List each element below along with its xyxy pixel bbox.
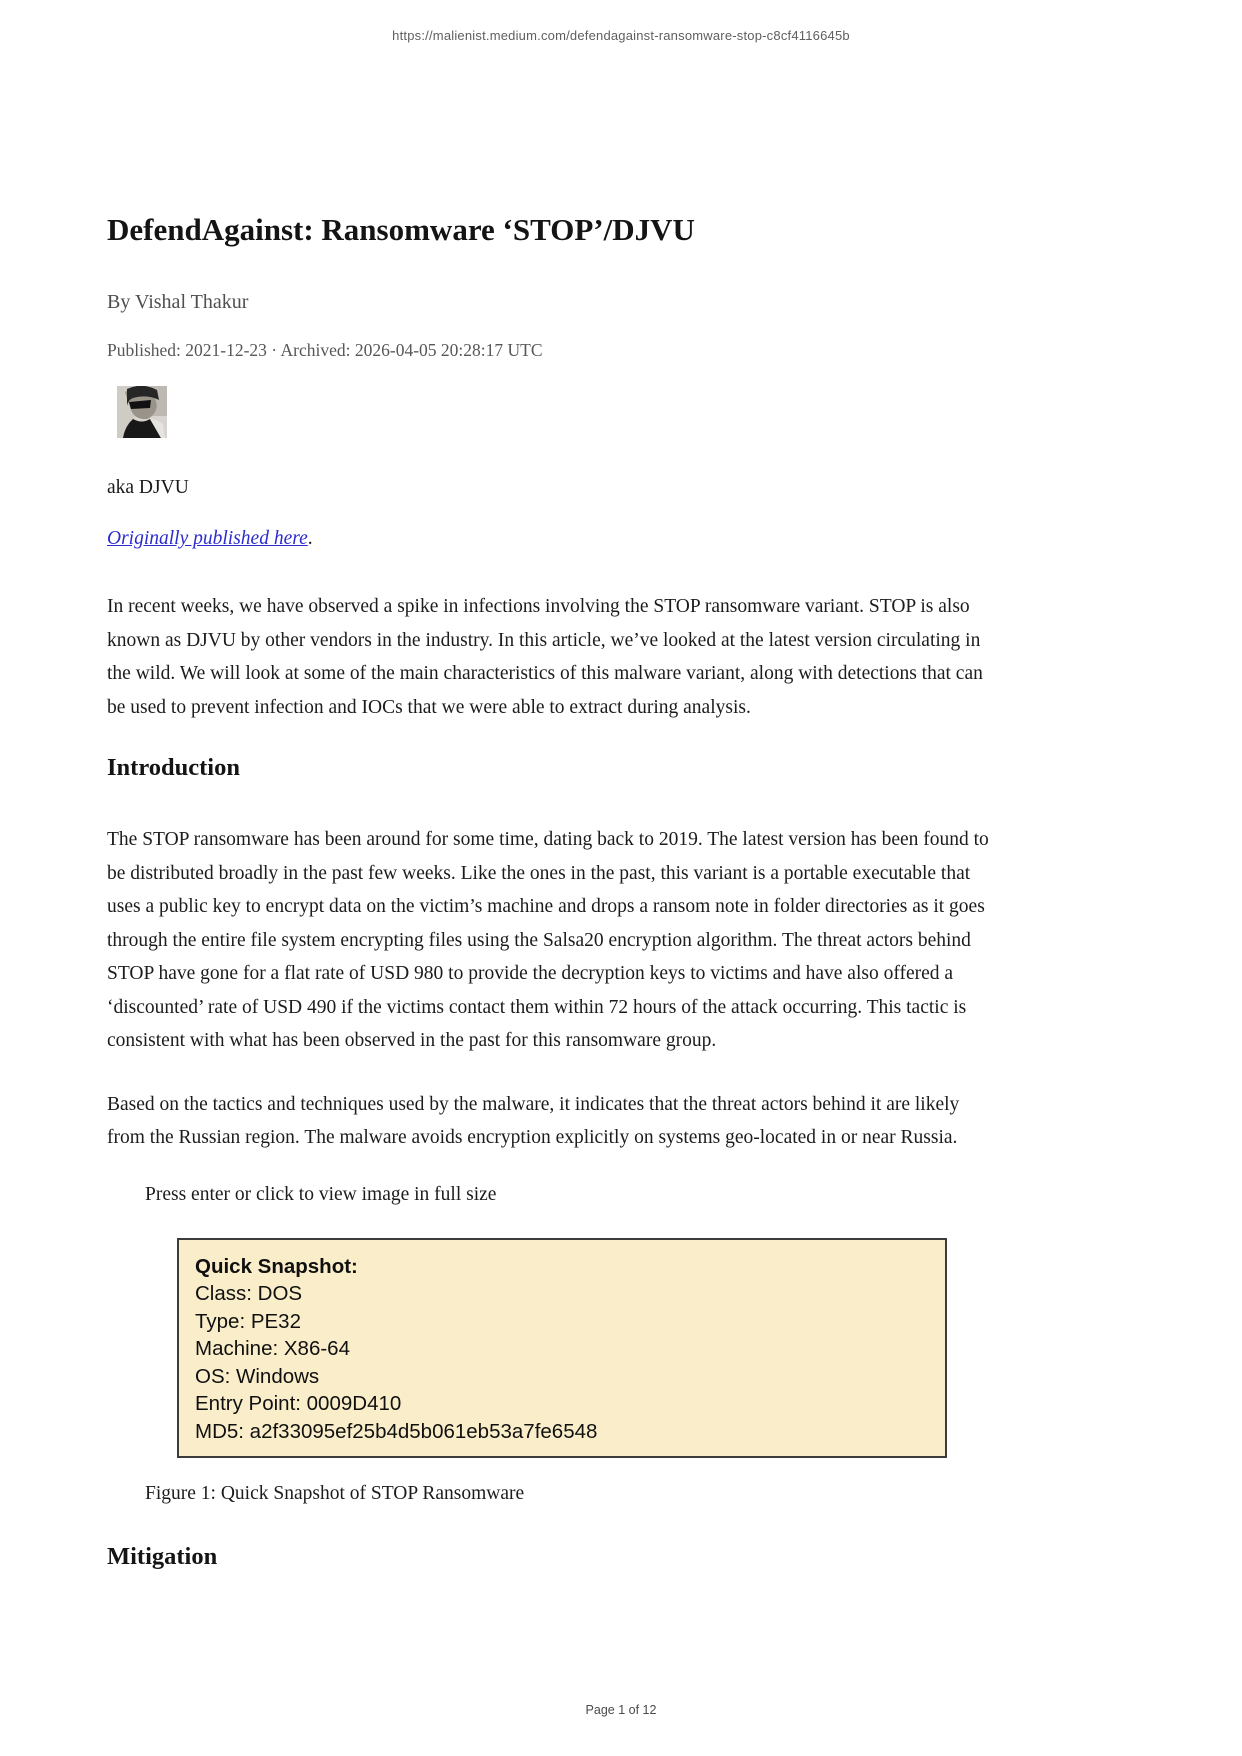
snapshot-box-title: Quick Snapshot:	[195, 1254, 358, 1278]
archived-page-url: https://malienist.medium.com/defendagainst-ransomware-stop-c8cf4116645b	[392, 28, 850, 43]
author-avatar	[117, 386, 167, 438]
introduction-paragraph-1: The STOP ransomware has been around for some time, dating back to 2019. The latest version has been found to be distributed broadly in the past few weeks. Like the ones in the past, this variant is a portable executable that uses a public key to encrypt data on the victim’s machine and drops a ransom note in folder directories as it goes through the entire file system encrypting files using the Salsa20 encryption algorithm. The threat actors behind STOP have gone for a flat rate of USD 980 to provide the decryption keys to victims and have also offered a ‘discounted’ rate of USD 490 if the victims contact them within 72 hours of the attack occurring. This tactic is consistent with what has been observed in the past for this ransomware group.	[107, 829, 989, 1051]
snapshot-line-machine: Machine: X86-64	[195, 1337, 350, 1360]
figure-caption: Figure 1: Quick Snapshot of STOP Ransomware	[145, 1483, 525, 1504]
page-number-footer: Page 1 of 12	[585, 1703, 657, 1717]
published-archived-meta: Published: 2021-12-23 · Archived: 2026-04-05 20:28:17 UTC	[107, 340, 543, 360]
origin-link-suffix: .	[307, 528, 313, 549]
originally-published-link[interactable]: Originally published here	[107, 528, 308, 549]
introduction-paragraph-2: Based on the tactics and techniques used by the malware, it indicates that the threat actors behind it are likely from the Russian region. The malware avoids encryption explicitly on systems geo-located in or near Russia.	[107, 1093, 960, 1148]
origin-line	[107, 526, 989, 551]
lead-paragraph: In recent weeks, we have observed a spike in infections involving the STOP ransomware variant. STOP is also known as DJVU by other vendors in the industry. In this article, we’ve looked at the latest version circulating in the wild. We will look at some of the main characteristics of this malware variant, along with detections that can be used to prevent infection and IOCs that we were able to extract during analysis.	[107, 596, 983, 718]
snapshot-line-type: Type: PE32	[195, 1309, 301, 1333]
snapshot-line-md5: MD5: a2f33095ef25b4d5b061eb53a7fe6548	[195, 1419, 598, 1443]
snapshot-line-class: Class: DOS	[195, 1282, 303, 1305]
figure-quick-snapshot-image[interactable]	[177, 1238, 947, 1459]
article-byline: By Vishal Thakur	[107, 291, 249, 313]
image-fullsize-hint: Press enter or click to view image in full size	[145, 1183, 497, 1205]
snapshot-line-entry-point: Entry Point: 0009D410	[195, 1392, 402, 1415]
snapshot-line-os: OS: Windows	[195, 1364, 320, 1388]
section-heading-introduction: Introduction	[107, 754, 240, 781]
article-content	[107, 212, 989, 1572]
section-heading-mitigation: Mitigation	[107, 1543, 218, 1570]
aka-subtitle: aka DJVU	[107, 477, 189, 498]
page-title: DefendAgainst: Ransomware ‘STOP’/DJVU	[107, 212, 695, 247]
